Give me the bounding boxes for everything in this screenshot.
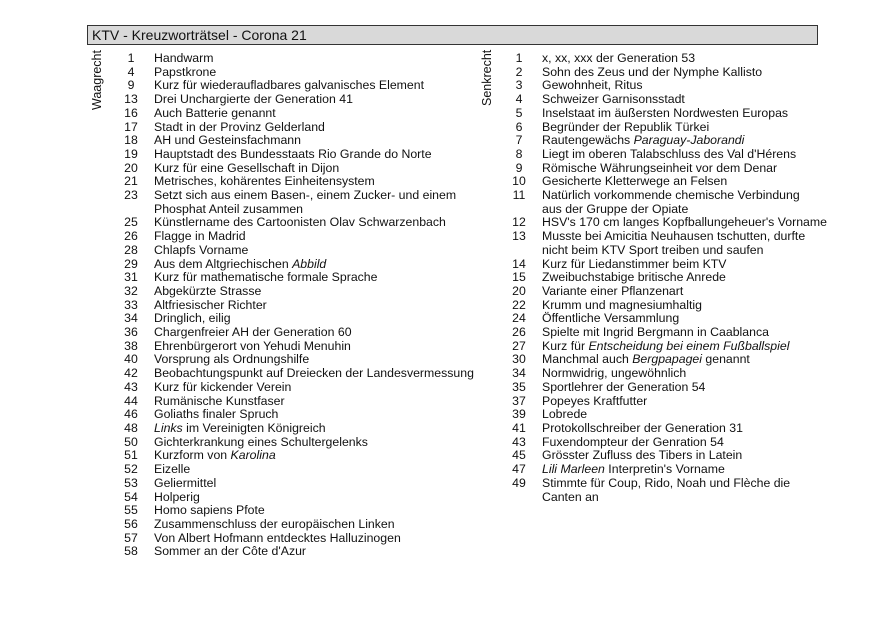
- clue-text: [542, 422, 818, 436]
- clue-text-part: Kurz für mathematische formale Sprache: [154, 270, 378, 285]
- clue-number: 36: [124, 325, 138, 340]
- clue-number: 43: [512, 434, 526, 449]
- down-clue-47: [496, 463, 818, 477]
- clue-text-part: Sommer an der Côte d'Azur: [154, 544, 307, 559]
- clue-number: 21: [124, 174, 138, 189]
- clue-text: [542, 93, 818, 107]
- clue-number: 41: [512, 420, 526, 435]
- clue-text: [154, 175, 470, 189]
- down-clue-list: [496, 51, 827, 504]
- clue-text-part: Holperig: [154, 489, 200, 504]
- clue-text: [154, 299, 470, 313]
- clue-number: 39: [512, 407, 526, 422]
- clue-text: [154, 422, 470, 436]
- clue-text: [542, 107, 818, 121]
- clue-number: 11: [512, 188, 526, 203]
- clue-number: 1: [127, 51, 135, 65]
- down-clue-35: [496, 381, 818, 395]
- clue-text-part: Spielte mit Ingrid Bergmann in Caablanca: [542, 325, 769, 340]
- clue-text: [542, 134, 818, 148]
- clue-text-part: Abgekürzte Strasse: [154, 283, 262, 298]
- clue-text: [154, 66, 470, 80]
- down-clue-43: [496, 436, 818, 450]
- clue-text-part: Normwidrig, ungewöhnlich: [542, 366, 687, 381]
- down-clue-1: [496, 52, 818, 66]
- clue-text-part: Stimmte für Coup, Rido, Noah und Flèche die Canten an: [542, 475, 791, 504]
- clue-text-part: Lobrede: [542, 407, 588, 422]
- clue-number: 4: [127, 64, 135, 79]
- down-clue-27: [496, 340, 818, 354]
- clue-text: [542, 381, 818, 395]
- clue-text: [542, 312, 818, 326]
- clue-text: [154, 216, 470, 230]
- clue-number: 30: [512, 352, 526, 367]
- clue-text: [154, 353, 470, 367]
- across-clue-33: [108, 299, 470, 313]
- clue-text-italic: Bergpapagei: [632, 352, 702, 367]
- clue-text: [154, 545, 470, 559]
- across-clue-9: [108, 79, 470, 93]
- clue-number: 57: [124, 530, 138, 545]
- clue-text-part: Metrisches, kohärentes Einheitensystem: [154, 174, 375, 189]
- down-clue-9: [496, 162, 818, 176]
- clue-text-part: Zusammenschluss der europäischen Linken: [154, 516, 395, 531]
- down-clue-4: [496, 93, 818, 107]
- clue-number: 38: [124, 338, 138, 353]
- clue-text-part: Kurz für: [542, 338, 589, 353]
- across-clue-32: [108, 285, 470, 299]
- clue-number: 26: [124, 229, 138, 244]
- clue-text: [154, 121, 470, 135]
- clue-text-part: Interpretin's Vorname: [604, 462, 725, 477]
- clue-text-part: Kurz für Liedanstimmer beim KTV: [542, 256, 727, 271]
- clue-text-part: Gesicherte Kletterwege an Felsen: [542, 174, 728, 189]
- down-clue-2: [496, 66, 818, 80]
- clue-number: 31: [124, 270, 138, 285]
- across-clue-26: [108, 230, 470, 244]
- clue-text-part: Flagge in Madrid: [154, 229, 246, 244]
- clue-text: [154, 504, 470, 518]
- clue-text: [154, 477, 470, 491]
- clue-text: [542, 52, 818, 66]
- clue-text-italic: Entscheidung bei einem Fußballspiel: [588, 338, 790, 353]
- clue-number: 42: [124, 366, 138, 381]
- clue-text-part: Gewohnheit, Ritus: [542, 78, 643, 93]
- clue-text-part: Fuxendompteur der Genration 54: [542, 434, 724, 449]
- clue-number: 43: [124, 379, 138, 394]
- clue-text-part: Öffentliche Versammlung: [542, 311, 680, 326]
- across-clue-18: [108, 134, 470, 148]
- clue-text: [154, 340, 470, 354]
- clue-text: [154, 271, 470, 285]
- clue-number: 13: [512, 229, 526, 244]
- across-clue-17: [108, 121, 470, 135]
- across-clue-57: [108, 532, 470, 546]
- clue-text-part: Begründer der Republik Türkei: [542, 119, 710, 134]
- clue-text-part: Handwarm: [154, 51, 214, 65]
- clue-text-part: Variante einer Pflanzenart: [542, 283, 684, 298]
- clue-number: 26: [512, 325, 526, 340]
- across-clue-42: [108, 366, 474, 381]
- across-clue-38: [108, 340, 470, 354]
- clue-number: 55: [124, 503, 138, 518]
- clue-text-part: Künstlername des Cartoonisten Olav Schwarzenbach: [154, 215, 446, 230]
- clue-text-part: Krumm und magnesiumhaltig: [542, 297, 702, 312]
- clue-text-part: Gichterkrankung eines Schultergelenks: [154, 434, 368, 449]
- clue-text-part: Protokollschreiber der Generation 31: [542, 420, 743, 435]
- clue-text: [542, 463, 818, 477]
- clue-number: 23: [124, 188, 138, 203]
- clue-number: 16: [124, 105, 138, 120]
- clue-text: [542, 230, 818, 257]
- across-clue-36: [108, 326, 470, 340]
- clue-number: 32: [124, 283, 138, 298]
- clue-number: 1: [515, 51, 523, 65]
- clue-text: [154, 52, 470, 66]
- clue-text-part: Natürlich vorkommende chemische Verbindung aus der Gruppe der Opiate: [542, 188, 800, 216]
- clue-number: 45: [512, 448, 526, 463]
- clue-text-part: Homo sapiens Pfote: [154, 503, 265, 518]
- clue-text-part: Römische Währungseinheit vor dem Denar: [542, 160, 778, 175]
- across-clue-1: [108, 52, 470, 66]
- clue-number: 47: [512, 462, 526, 477]
- across-clue-46: [108, 408, 470, 422]
- across-clue-56: [108, 518, 470, 532]
- clue-number: 17: [124, 119, 138, 134]
- down-clue-15: [496, 271, 818, 285]
- down-clue-14: [496, 258, 818, 272]
- clue-text: [542, 189, 818, 216]
- clue-text: [542, 121, 818, 135]
- down-clue-3: [496, 79, 818, 93]
- clue-number: 27: [512, 338, 526, 353]
- clue-text-part: Kurz für kickender Verein: [154, 379, 292, 394]
- clue-text-part: Beobachtungspunkt auf Dreiecken der Landesvermessung: [154, 366, 474, 381]
- clue-text: [542, 326, 818, 340]
- clue-text: [542, 367, 818, 381]
- across-label: Waagrecht: [90, 50, 104, 110]
- clue-text-part: Kurz für wiederaufladbares galvanisches Element: [154, 78, 424, 93]
- clue-text-part: Geliermittel: [154, 475, 217, 490]
- clue-text-part: Vorsprung als Ordnungshilfe: [154, 352, 310, 367]
- clue-text-part: genannt: [701, 352, 750, 367]
- clue-text: [542, 162, 818, 176]
- clue-number: 2: [515, 64, 523, 79]
- clue-text-part: HSV's 170 cm langes Kopfballungeheuer's Vorname: [542, 215, 827, 230]
- clue-text-italic: Paraguay-Jaborandi: [633, 133, 745, 148]
- across-clue-19: [108, 148, 470, 162]
- clue-text-part: Papstkrone: [154, 64, 217, 79]
- clue-text: [154, 230, 470, 244]
- down-label: Senkrecht: [480, 49, 494, 106]
- clue-number: 8: [515, 146, 523, 161]
- across-clue-23: [108, 189, 470, 216]
- across-clue-54: [108, 491, 470, 505]
- clue-text-italic: Karolina: [230, 448, 276, 463]
- clue-number: 9: [127, 78, 135, 93]
- down-clue-24: [496, 312, 818, 326]
- clue-number: 28: [124, 242, 138, 257]
- clue-number: 35: [512, 379, 526, 394]
- across-clue-4: [108, 66, 470, 80]
- across-clue-52: [108, 463, 470, 477]
- clue-text: [154, 518, 470, 532]
- clue-number: 6: [515, 119, 523, 134]
- clue-text: [542, 66, 818, 80]
- clue-text: [542, 148, 818, 162]
- clue-number: 56: [124, 516, 138, 531]
- clue-number: 19: [124, 146, 138, 161]
- clue-text-part: Auch Batterie genannt: [154, 105, 276, 120]
- clue-text: [154, 381, 470, 395]
- clue-text: [542, 353, 818, 367]
- across-clue-13: [108, 93, 470, 107]
- clue-number: 54: [124, 489, 138, 504]
- clue-text: [154, 408, 470, 422]
- clue-number: 46: [124, 407, 138, 422]
- clue-text: [154, 449, 470, 463]
- down-clue-26: [496, 326, 818, 340]
- clue-text-part: Chargenfreier AH der Generation 60: [154, 325, 352, 340]
- clue-number: 50: [124, 434, 138, 449]
- down-clue-49: [496, 477, 818, 504]
- clue-text-part: Stadt in der Provinz Gelderland: [154, 119, 325, 134]
- clue-number: 53: [124, 475, 138, 490]
- down-clue-45: [496, 449, 818, 463]
- clue-text: [154, 189, 470, 216]
- across-clue-34: [108, 312, 470, 326]
- across-clue-48: [108, 422, 470, 436]
- clue-text-italic: Abbild: [292, 256, 327, 271]
- clue-text: [154, 79, 470, 93]
- down-clue-5: [496, 107, 818, 121]
- clue-text-part: Eizelle: [154, 462, 191, 477]
- clue-text: [542, 216, 827, 230]
- clue-number: 5: [515, 105, 523, 120]
- clue-text: [542, 299, 818, 313]
- down-clue-22: [496, 299, 818, 313]
- across-clue-53: [108, 477, 470, 491]
- clue-number: 25: [124, 215, 138, 230]
- clue-text-part: Dringlich, eilig: [154, 311, 231, 326]
- clue-text: [154, 312, 470, 326]
- across-clue-29: [108, 258, 470, 272]
- clue-text-part: Ehrenbürgerort von Yehudi Menuhin: [154, 338, 351, 353]
- across-clue-55: [108, 504, 470, 518]
- clue-number: 3: [515, 78, 523, 93]
- clue-text: [154, 162, 470, 176]
- clue-number: 20: [512, 283, 526, 298]
- across-clue-20: [108, 162, 470, 176]
- clue-text-part: im Vereinigten Königreich: [182, 420, 326, 435]
- clue-text: [542, 395, 818, 409]
- down-clue-11: [496, 189, 818, 216]
- clue-text-part: Musste bei Amicitia Neuhausen tschutten, durfte nicht beim KTV Sport treiben und saufen: [542, 229, 806, 257]
- clue-text-part: Manchmal auch: [542, 352, 633, 367]
- clue-number: 15: [512, 270, 526, 285]
- clue-text: [154, 93, 470, 107]
- clue-text-part: Setzt sich aus einem Basen-, einem Zucker- und einem Phosphat Anteil zusammen: [154, 188, 457, 216]
- down-clue-20: [496, 285, 818, 299]
- clue-number: 18: [124, 133, 138, 148]
- clue-text-part: x, xx, xxx der Generation 53: [542, 51, 696, 65]
- clue-number: 24: [512, 311, 526, 326]
- clue-number: 14: [512, 256, 526, 271]
- clue-number: 58: [124, 544, 138, 559]
- across-clue-58: [108, 545, 470, 559]
- clue-text-part: Schweizer Garnisonsstadt: [542, 92, 685, 107]
- down-clue-41: [496, 422, 818, 436]
- down-clue-10: [496, 175, 818, 189]
- clue-text: [154, 148, 470, 162]
- across-clue-44: [108, 395, 470, 409]
- clue-text-part: Sohn des Zeus und der Nymphe Kallisto: [542, 64, 763, 79]
- clue-text-part: Von Albert Hofmann entdecktes Halluzinogen: [154, 530, 401, 545]
- down-clue-37: [496, 395, 818, 409]
- clue-text-italic: Links: [154, 420, 183, 435]
- clue-number: 13: [124, 92, 138, 107]
- clue-text-part: Liegt im oberen Talabschluss des Val d'Hérens: [542, 146, 797, 161]
- clue-text: [542, 449, 818, 463]
- clue-number: 12: [512, 215, 526, 230]
- clue-text: [542, 408, 818, 422]
- clue-number: 52: [124, 462, 138, 477]
- clue-text-part: Rautengewächs: [542, 133, 634, 148]
- clue-text-part: Kurz für eine Gesellschaft in Dijon: [154, 160, 340, 175]
- clue-text-part: Drei Unchargierte der Generation 41: [154, 92, 353, 107]
- clue-text-part: Chlapfs Vorname: [154, 242, 249, 257]
- clue-text: [154, 463, 470, 477]
- page-title: KTV - Kreuzworträtsel - Corona 21: [87, 25, 818, 45]
- down-clue-13: [496, 230, 818, 257]
- clue-text-part: Kurzform von: [154, 448, 231, 463]
- clue-text-italic: Lili Marleen: [542, 462, 605, 477]
- across-clue-28: [108, 244, 470, 258]
- clue-number: 22: [512, 297, 526, 312]
- clue-text-part: Grösster Zufluss des Tibers in Latein: [542, 448, 743, 463]
- clue-text: [542, 436, 818, 450]
- down-clue-34: [496, 367, 818, 381]
- clue-text: [154, 367, 474, 381]
- clue-text: [542, 340, 818, 354]
- across-clue-51: [108, 449, 470, 463]
- clue-text: [154, 532, 470, 546]
- clue-text: [542, 258, 818, 272]
- across-clue-21: [108, 175, 470, 189]
- down-clue-30: [496, 353, 818, 367]
- clue-text: [154, 491, 470, 505]
- clue-text: [154, 134, 470, 148]
- down-clue-8: [496, 148, 818, 162]
- clue-number: 10: [512, 174, 526, 189]
- clue-number: 9: [515, 160, 523, 175]
- across-clue-40: [108, 353, 470, 367]
- clue-text: [154, 107, 470, 121]
- clue-number: 7: [515, 133, 523, 148]
- clue-number: 29: [124, 256, 138, 271]
- across-clue-43: [108, 381, 470, 395]
- clue-text: [542, 175, 818, 189]
- clue-text: [154, 326, 470, 340]
- across-clue-25: [108, 216, 470, 230]
- clue-text-part: Altfriesischer Richter: [154, 297, 267, 312]
- clue-text-part: Hauptstadt des Bundesstaats Rio Grande do Norte: [154, 146, 432, 161]
- clue-text-part: Zweibuchstabige britische Anrede: [542, 270, 726, 285]
- clue-text-part: Popeyes Kraftfutter: [542, 393, 648, 408]
- clue-text: [154, 258, 470, 272]
- clue-text: [542, 477, 818, 504]
- down-clue-6: [496, 121, 818, 135]
- clue-number: 51: [124, 448, 138, 463]
- clue-number: 48: [124, 420, 138, 435]
- down-clue-12: [496, 215, 827, 230]
- down-clue-7: [496, 134, 818, 148]
- clue-text: [542, 285, 818, 299]
- clue-number: 34: [512, 366, 526, 381]
- clue-text: [542, 271, 818, 285]
- clue-text-part: Sportlehrer der Generation 54: [542, 379, 706, 394]
- across-clue-list: [108, 51, 474, 559]
- clue-number: 4: [515, 92, 523, 107]
- clue-number: 49: [512, 475, 526, 490]
- clue-text-part: Goliaths finaler Spruch: [154, 407, 279, 422]
- clue-text-part: Rumänische Kunstfaser: [154, 393, 285, 408]
- clue-number: 33: [124, 297, 138, 312]
- clue-text-part: Inselstaat im äußersten Nordwesten Europas: [542, 105, 789, 120]
- clue-number: 44: [124, 393, 138, 408]
- clue-number: 34: [124, 311, 138, 326]
- across-clue-16: [108, 107, 470, 121]
- clue-text: [542, 79, 818, 93]
- clue-number: 20: [124, 160, 138, 175]
- clue-text-part: AH und Gesteinsfachmann: [154, 133, 301, 148]
- across-clue-50: [108, 436, 470, 450]
- down-clue-39: [496, 408, 818, 422]
- clue-number: 37: [512, 393, 526, 408]
- clue-text: [154, 395, 470, 409]
- across-clue-31: [108, 271, 470, 285]
- clue-text: [154, 285, 470, 299]
- clue-text: [154, 244, 470, 258]
- clue-text-part: Aus dem Altgriechischen: [154, 256, 293, 271]
- clue-text: [154, 436, 470, 450]
- clue-number: 40: [124, 352, 138, 367]
